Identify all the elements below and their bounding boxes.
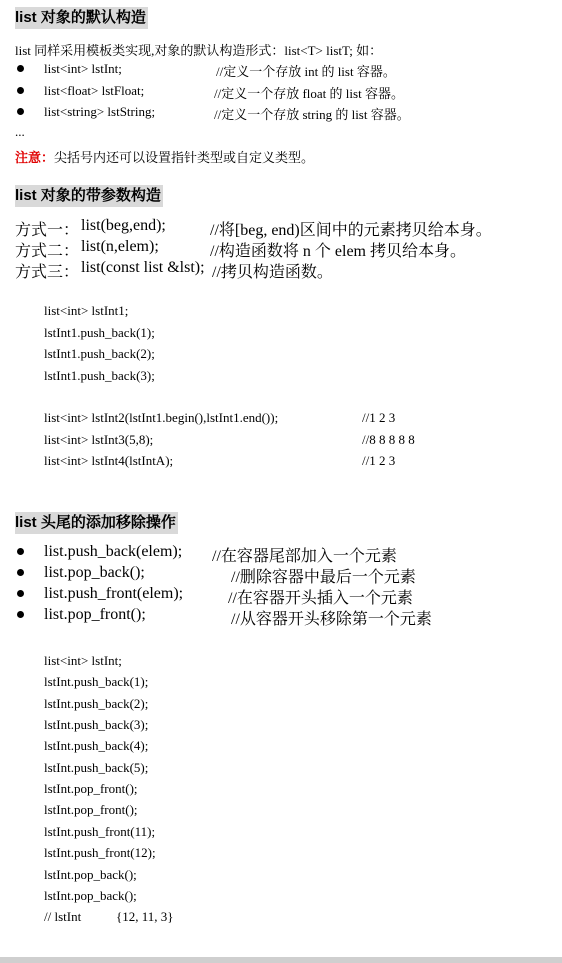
intro-text: list 同样采用模板类实现,对象的默认构造形式：list<T> listT; 如：	[15, 43, 383, 58]
code-line: lstInt.push_back(3);	[44, 717, 149, 732]
method-code: list.push_back(elem);	[44, 543, 183, 560]
code-line: lstInt.pop_back();	[44, 867, 137, 882]
code-line: lstInt1.push_back(3);	[44, 368, 155, 383]
code-comment: //8 8 8 8 8	[362, 432, 415, 447]
mode-label: 方式三：	[15, 264, 80, 281]
code-comment: //定义一个存放 string 的 list 容器。	[214, 107, 410, 122]
section-heading-default-construct: list 对象的默认构造	[15, 7, 148, 29]
page-bottom-border	[0, 957, 562, 963]
code-comment: //定义一个存放 int 的 list 容器。	[216, 64, 396, 79]
method-code: list.pop_front();	[44, 606, 146, 623]
note-label: 注意：	[15, 150, 55, 165]
code-line: lstInt.push_front(12);	[44, 845, 156, 860]
final-comment: // lstInt	[44, 909, 82, 924]
code-line: list<string> lstString;	[44, 104, 156, 119]
mode-code: list(beg,end);	[81, 217, 166, 234]
mode-label: 方式二：	[15, 243, 80, 260]
code-line: lstInt.pop_front();	[44, 781, 138, 796]
ellipsis: ...	[15, 124, 25, 139]
method-comment: //在容器开头插入一个元素	[228, 590, 413, 607]
code-comment: //1 2 3	[362, 410, 396, 425]
section-heading-param-construct: list 对象的带参数构造	[15, 185, 163, 207]
method-code: list.push_front(elem);	[44, 585, 184, 602]
code-line: lstInt.push_front(11);	[44, 824, 156, 839]
code-line: lstInt.push_back(4);	[44, 738, 149, 753]
code-line: lstInt.push_back(2);	[44, 696, 149, 711]
code-line: list<int> lstInt4(lstIntA);	[44, 453, 174, 468]
bullet-icon	[17, 87, 24, 94]
method-code: list.pop_back();	[44, 564, 145, 581]
bullet-icon	[17, 590, 24, 597]
mode-label: 方式一：	[15, 222, 80, 239]
code-line: lstInt.push_back(5);	[44, 760, 149, 775]
method-comment: //在容器尾部加入一个元素	[212, 548, 397, 565]
code-line: lstInt1.push_back(2);	[44, 346, 155, 361]
bullet-icon	[17, 108, 24, 115]
code-line: list<float> lstFloat;	[44, 83, 145, 98]
code-line: list<int> lstInt2(lstInt1.begin(),lstInt1.end());	[44, 410, 279, 425]
code-comment: //定义一个存放 float 的 list 容器。	[214, 86, 404, 101]
code-line: lstInt.pop_front();	[44, 802, 138, 817]
final-comment-value: {12, 11, 3}	[116, 909, 174, 924]
bullet-icon	[17, 65, 24, 72]
code-comment: //1 2 3	[362, 453, 396, 468]
mode-code: list(const list &lst);	[81, 259, 205, 276]
code-line: list<int> lstInt;	[44, 61, 122, 76]
code-line: lstInt1.push_back(1);	[44, 325, 155, 340]
bullet-icon	[17, 611, 24, 618]
mode-comment: //将[beg, end)区间中的元素拷贝给本身。	[210, 222, 492, 239]
bullet-icon	[17, 569, 24, 576]
code-line: lstInt.push_back(1);	[44, 674, 149, 689]
method-comment: //从容器开头移除第一个元素	[231, 611, 432, 628]
code-line: lstInt.pop_back();	[44, 888, 137, 903]
method-comment: //删除容器中最后一个元素	[231, 569, 416, 586]
code-line: list<int> lstInt3(5,8);	[44, 432, 154, 447]
mode-comment: //构造函数将 n 个 elem 拷贝给本身。	[210, 243, 466, 260]
note-line	[15, 147, 314, 166]
code-line: list<int> lstInt;	[44, 653, 122, 668]
section-heading-head-tail-ops: list 头尾的添加移除操作	[15, 512, 178, 534]
code-line: list<int> lstInt1;	[44, 303, 129, 318]
bullet-icon	[17, 548, 24, 555]
note-text: 尖括号内还可以设置指针类型或自定义类型。	[54, 150, 315, 165]
mode-code: list(n,elem);	[81, 238, 159, 255]
mode-comment: //拷贝构造函数。	[212, 264, 333, 281]
